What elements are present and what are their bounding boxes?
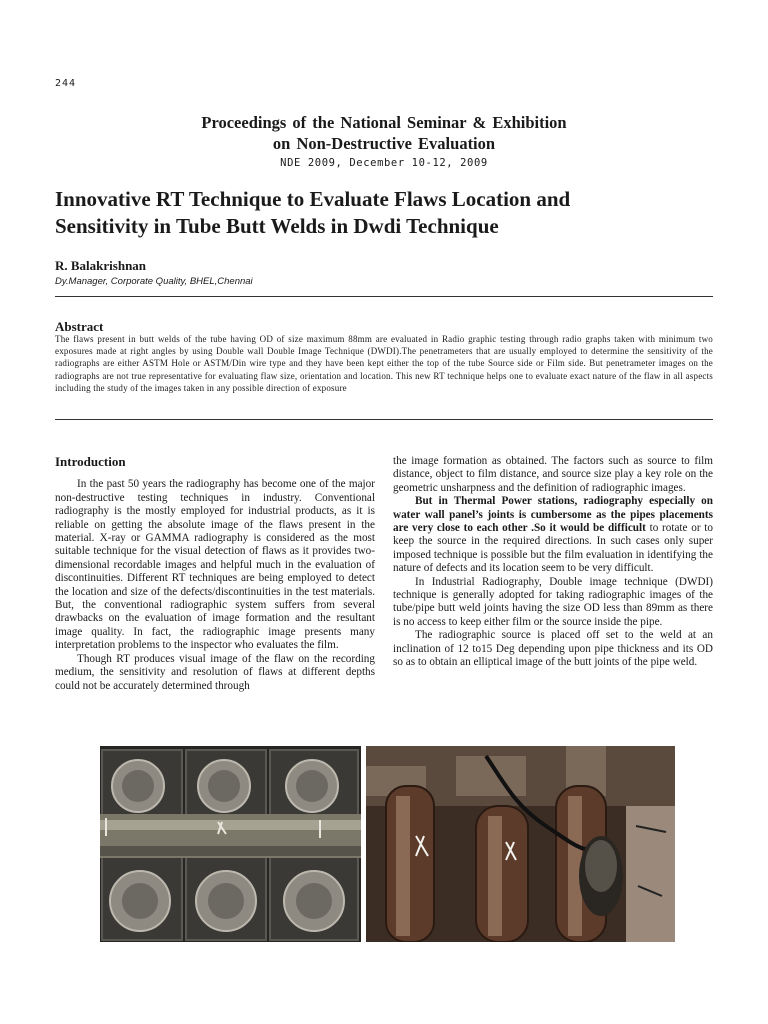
author-affiliation: Dy.Manager, Corporate Quality, BHEL,Chennai — [55, 276, 253, 287]
photo-pipe-weld — [366, 746, 675, 942]
introduction-heading: Introduction — [55, 454, 126, 469]
intro-paragraph-5: In Industrial Radiography, Double image technique (DWDI) technique is generally adopted for taking radiographic images of the tube/pipe butt weld joints having the size OD less than 89mm as there is no access to keep either film or the source inside the pipe. — [393, 575, 713, 628]
proceedings-line-2: on Non-Destructive Evaluation — [272, 134, 496, 153]
author-name: R. Balakrishnan — [55, 258, 147, 273]
divider-bottom — [55, 419, 713, 420]
title-line-2: Sensitivity in Tube Butt Welds in Dwdi Technique — [55, 214, 499, 238]
intro-paragraph-1: In the past 50 years the radiography has become one of the major non-destructive testing techniques in industry. Conventional radiography is the mostly employed for industrial products, as it is reliable on getting the absolute image of the flaws present in the material. X-ray or GAMMA radiography is considered as the most suitable technique for the visual detection of flaws as it provides two-dimensional recordable images and helpful much in the evaluation of discontinuities. Different RT techniques are being employed to detect the location and size of the defects/discontinuities in the test materials. But, the conventional radiographic system suffers from several drawbacks on the evaluation of image formation and the resultant image quality. In fact, the radiographic image presents many interpretation problems to the inspector who evaluates the film. — [55, 478, 375, 652]
title-line-1: Innovative RT Technique to Evaluate Flaws Location and — [55, 187, 571, 211]
page-number: 244 — [55, 78, 77, 89]
abstract-text: The flaws present in butt welds of the tube having OD of size maximum 88mm are evaluated in Radio graphic testing through radio graphs taken with minimum two exposures made at right angles by using Double wall Double Image Technique (DWDI).The penetrameters that are usually employed to determine the sensitivity of the radiographs are either ASTM Hole or ASTM/Din wire type and they have been kept either the top of the tube Source side or Film side. But penetrameter images on the radiographs are not true representative for evaluating flaw size, orientation and location. This new RT technique helps one to evaluate exact nature of the flaw in all aspects including the study of the images taken in any possible direction of exposure — [55, 334, 713, 393]
proceedings-line-1: Proceedings of the National Seminar & Exhibition — [201, 113, 567, 132]
column-left — [55, 455, 375, 693]
divider-top — [55, 296, 713, 297]
intro-paragraph-2: Though RT produces visual image of the flaw on the recording medium, the sensitivity and resolution of flaws at different depths could not be accurately determined through — [55, 652, 375, 692]
intro-paragraph-3: the image formation as obtained. The factors such as source to film distance, object to film distance, and source size play a key role on the geometric unsharpness and the definition of radiographic images. — [393, 455, 713, 494]
intro-paragraph-4-rest: to rotate or to keep the source in the required directions. In such cases only super imposed technique is possible but the film evaluation in identifying the nature of defects and its location seem to be very difficult. — [393, 522, 713, 575]
conference-date: NDE 2009, December 10-12, 2009 — [280, 157, 488, 169]
intro-paragraph-6: The radiographic source is placed off set to the weld at an inclination of 12 to15 Deg depending upon pipe thickness and its OD so as to obtain an elliptical image of the butt joints of the pipe weld. — [393, 629, 713, 669]
paper-title — [55, 186, 715, 240]
proceedings-title — [0, 112, 768, 154]
intro-paragraph-4-bold: But in Thermal Power stations, radiography especially on water wall panel’s joints is cumbersome as the pipes placements are very close to each other .So it would be difficult — [393, 495, 713, 535]
abstract-heading: Abstract — [55, 319, 104, 334]
photo-tube-array — [100, 746, 361, 942]
intro-paragraph-4 — [393, 495, 713, 575]
column-right — [393, 455, 713, 670]
